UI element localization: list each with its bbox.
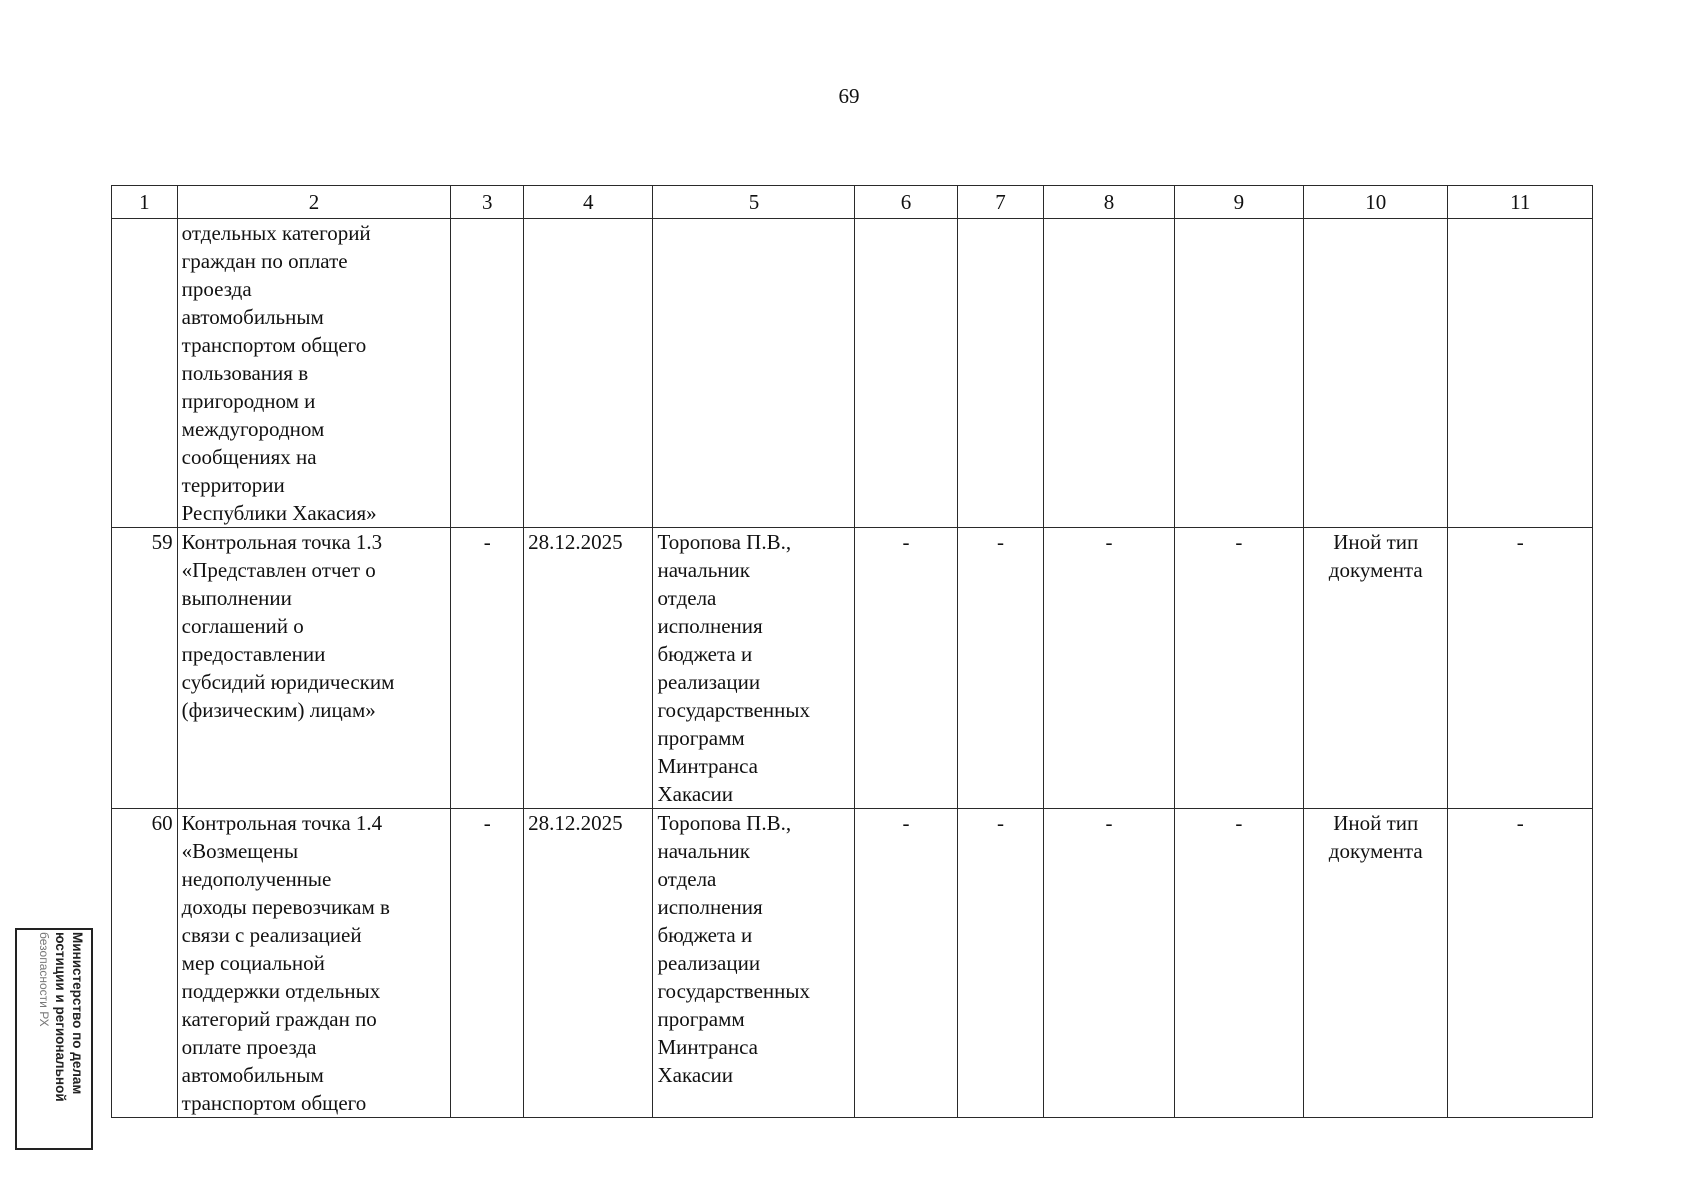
- text-line: выполнении: [181, 586, 292, 610]
- text-line: отдела: [657, 586, 717, 610]
- cell-col3: [451, 219, 524, 528]
- text-line: (физическим) лицам»: [181, 698, 376, 722]
- cell-col7: -: [957, 528, 1044, 809]
- text-line: мер социальной: [181, 951, 325, 975]
- text-line: отдела: [657, 867, 717, 891]
- text-line: граждан по оплате: [181, 249, 348, 273]
- text-line: Иной тип: [1333, 811, 1419, 835]
- date-cell: 28.12.2025: [524, 809, 653, 1118]
- text-line: исполнения: [657, 895, 763, 919]
- cell-col8: -: [1044, 809, 1174, 1118]
- column-header: 5: [653, 186, 855, 219]
- text-line: начальник: [657, 839, 750, 863]
- text-line: программ: [657, 1007, 745, 1031]
- text-line: Хакасии: [657, 782, 733, 806]
- column-header: 8: [1044, 186, 1174, 219]
- stamp-line: Министерство по делам: [70, 932, 85, 1095]
- text-line: реализации: [657, 670, 761, 694]
- cell-col6: -: [855, 809, 957, 1118]
- date-cell: 28.12.2025: [524, 528, 653, 809]
- column-header: 7: [957, 186, 1044, 219]
- event-name-cell: [177, 809, 451, 1118]
- text-line: территории: [181, 473, 285, 497]
- text-line: государственных: [657, 979, 810, 1003]
- column-header: 9: [1174, 186, 1303, 219]
- text-line: Иной тип: [1333, 530, 1419, 554]
- table-row: [112, 219, 1593, 528]
- text-line: соглашений о: [181, 614, 304, 638]
- text-line: Хакасии: [657, 1063, 733, 1087]
- text-line: исполнения: [657, 614, 763, 638]
- cell-col9: -: [1174, 528, 1303, 809]
- text-line: автомобильным: [181, 305, 324, 329]
- cell-col6: -: [855, 528, 957, 809]
- text-line: оплате проезда: [181, 1035, 317, 1059]
- text-line: «Представлен отчет о: [181, 558, 376, 582]
- text-line: отдельных категорий: [181, 221, 371, 245]
- cell-col9: [1174, 219, 1303, 528]
- column-header: 4: [524, 186, 653, 219]
- stamp-text: [35, 932, 86, 1144]
- text-line: транспортом общего: [181, 333, 367, 357]
- responsible-cell: [653, 219, 855, 528]
- text-line: связи с реализацией: [181, 923, 362, 947]
- text-line: Контрольная точка 1.4: [181, 811, 383, 835]
- text-line: пользования в: [181, 361, 309, 385]
- doctype-cell: [1304, 528, 1448, 809]
- text-line: категорий граждан по: [181, 1007, 377, 1031]
- text-line: субсидий юридическим: [181, 670, 395, 694]
- text-line: реализации: [657, 951, 761, 975]
- event-name-cell: [177, 528, 451, 809]
- text-line: начальник: [657, 558, 750, 582]
- text-line: недополученные: [181, 867, 332, 891]
- stamp-line: безопасности РХ: [37, 932, 51, 1027]
- text-line: поддержки отдельных: [181, 979, 381, 1003]
- table-row: [112, 528, 1593, 809]
- text-line: Торопова П.В.,: [657, 530, 792, 554]
- document-table: [111, 185, 1593, 1118]
- text-line: Республики Хакасия»: [181, 501, 377, 525]
- text-line: бюджета и: [657, 642, 753, 666]
- text-line: бюджета и: [657, 923, 753, 947]
- cell-col3: -: [451, 528, 524, 809]
- text-line: Минтранса: [657, 754, 758, 778]
- text-line: транспортом общего: [181, 1091, 367, 1115]
- cell-col11: -: [1448, 528, 1593, 809]
- responsible-cell: [653, 528, 855, 809]
- text-line: документа: [1328, 558, 1423, 582]
- text-line: «Возмещены: [181, 839, 299, 863]
- cell-col3: -: [451, 809, 524, 1118]
- text-line: проезда: [181, 277, 252, 301]
- doctype-cell: [1304, 219, 1448, 528]
- cell-col8: [1044, 219, 1174, 528]
- text-line: документа: [1328, 839, 1423, 863]
- table-row: [112, 809, 1593, 1118]
- text-line: предоставлении: [181, 642, 326, 666]
- responsible-cell: [653, 809, 855, 1118]
- text-line: Торопова П.В.,: [657, 811, 792, 835]
- column-header: 6: [855, 186, 957, 219]
- column-header: 3: [451, 186, 524, 219]
- column-header: 2: [177, 186, 451, 219]
- row-number: 60: [112, 809, 178, 1118]
- event-name-cell: [177, 219, 451, 528]
- column-header: 1: [112, 186, 178, 219]
- cell-col8: -: [1044, 528, 1174, 809]
- text-line: междугородном: [181, 417, 325, 441]
- text-line: пригородном и: [181, 389, 316, 413]
- text-line: доходы перевозчикам в: [181, 895, 390, 919]
- column-header: 10: [1304, 186, 1448, 219]
- text-line: автомобильным: [181, 1063, 324, 1087]
- text-line: программ: [657, 726, 745, 750]
- stamp-line: юстиции и региональной: [53, 932, 68, 1102]
- column-header: 11: [1448, 186, 1593, 219]
- text-line: сообщениях на: [181, 445, 317, 469]
- text-line: государственных: [657, 698, 810, 722]
- row-number: 59: [112, 528, 178, 809]
- page-number: 69: [838, 84, 860, 108]
- cell-col11: [1448, 219, 1593, 528]
- header-row: [112, 186, 1593, 219]
- cell-col9: -: [1174, 809, 1303, 1118]
- date-cell: [524, 219, 653, 528]
- doctype-cell: [1304, 809, 1448, 1118]
- text-line: Контрольная точка 1.3: [181, 530, 383, 554]
- row-number: [112, 219, 178, 528]
- cell-col7: [957, 219, 1044, 528]
- cell-col6: [855, 219, 957, 528]
- cell-col11: -: [1448, 809, 1593, 1118]
- text-line: Минтранса: [657, 1035, 758, 1059]
- cell-col7: -: [957, 809, 1044, 1118]
